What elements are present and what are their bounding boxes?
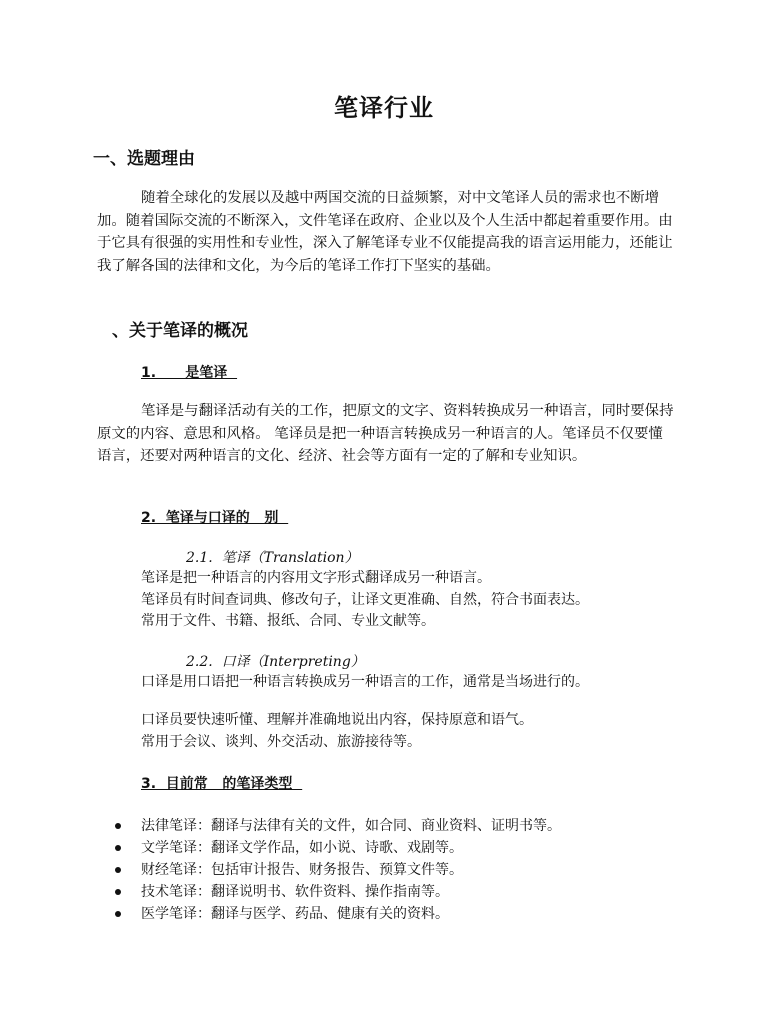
interpreting-line-2: 口译员要快速听懂、理解并准确地说出内容，保持原意和语气。 [141,712,533,728]
subheading-translation-vs-interpreting: 2. 笔译与口译的 别 [141,510,289,526]
list-item-text: 文学笔译：翻译文学作品，如小说、诗歌、戏剧等。 [141,840,463,856]
bullet-icon [115,867,121,873]
list-item-text: 医学笔译：翻译与医学、药品、健康有关的资料。 [141,906,449,922]
bullet-icon [115,911,121,917]
list-item [113,815,561,837]
subheading-translation: 2.1. 笔译（Translation） [186,550,359,566]
paragraph-what-is-translation: 笔译是与翻译活动有关的工作，把原文的文字、资料转换成另一种语言，同时要保持原文的内容、意思和风格。 笔译员是把一种语言转换成另一种语言的人。笔译员不仅要懂语言，还要对两种语言的文化、经济、社会等方面有一定的了解和专业知识。 [97,403,674,464]
translation-line-2: 笔译员有时间查词典、修改句子，让译文更准确、自然，符合书面表达。 [141,592,589,608]
list-item-text: 财经笔译：包括审计报告、财务报告、预算文件等。 [141,862,463,878]
interpreting-line-1: 口译是用口语把一种语言转换成另一种语言的工作，通常是当场进行的。 [141,674,589,690]
section-heading-overview: 、关于笔译的概况 [112,321,248,341]
translation-line-3: 常用于文件、书籍、报纸、合同、专业文献等。 [141,613,435,629]
interpreting-line-3: 常用于会议、谈判、外交活动、旅游接待等。 [141,734,421,750]
bullet-icon [115,823,121,829]
subheading-what-is-translation: 1. 是笔译 [141,365,238,381]
list-item [113,881,561,903]
document-title: 笔译行业 [334,94,434,122]
bullet-icon [115,845,121,851]
list-item [113,859,561,881]
list-item-text: 法律笔译：翻译与法律有关的文件，如合同、商业资料、证明书等。 [141,818,561,834]
list-item-text: 技术笔译：翻译说明书、软件资料、操作指南等。 [141,884,449,900]
section-heading-reasons: 一、选题理由 [93,149,195,169]
translation-types-list [113,815,561,925]
subheading-translation-types: 3. 目前常 的笔译类型 [141,776,303,792]
paragraph-reasons: 随着全球化的发展以及越中两国交流的日益频繁，对中文笔译人员的需求也不断增加。随着国际交流的不断深入，文件笔译在政府、企业以及个人生活中都起着重要作用。由于它具有很强的实用性和专业性，深入了解笔译专业不仅能提高我的语言运用能力，还能让我了解各国的法律和文化，为今后的笔译工作打下坚实的基础。 [97,190,673,274]
list-item [113,837,561,859]
bullet-icon [115,889,121,895]
list-item [113,903,561,925]
translation-line-1: 笔译是把一种语言的内容用文字形式翻译成另一种语言。 [141,570,491,586]
subheading-interpreting: 2.2. 口译（Interpreting） [186,654,365,670]
